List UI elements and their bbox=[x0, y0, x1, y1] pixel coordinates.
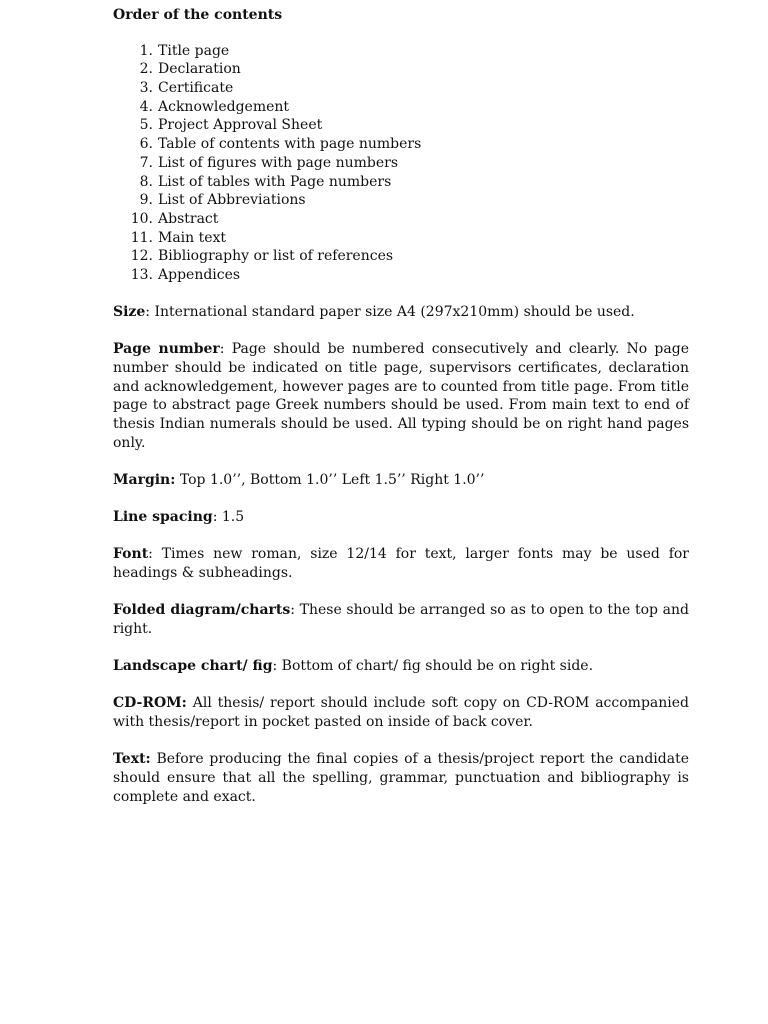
list-number: 11. bbox=[130, 229, 153, 246]
margin-paragraph bbox=[113, 471, 689, 490]
font-text: : Times new roman, size 12/14 for text, larger fonts may be used for headings & subheadings. bbox=[113, 546, 689, 582]
cdrom-text: All thesis/ report should include soft copy on CD-ROM accompanied with thesis/report in pocket pasted on inside of back cover. bbox=[113, 695, 689, 731]
list-label: List of Abbreviations bbox=[158, 192, 306, 209]
list-label: Main text bbox=[158, 229, 227, 246]
folded-term: Folded diagram/charts bbox=[113, 602, 291, 619]
landscape-paragraph bbox=[113, 657, 689, 676]
landscape-text: : Bottom of chart/ fig should be on right side. bbox=[272, 658, 594, 675]
size-term: Size bbox=[113, 304, 146, 321]
list-label: Acknowledgement bbox=[158, 98, 290, 115]
list-item bbox=[113, 210, 689, 229]
margin-term: Margin: bbox=[113, 472, 176, 489]
list-item bbox=[113, 266, 689, 285]
list-item bbox=[113, 173, 689, 192]
list-number: 5. bbox=[139, 117, 153, 134]
list-label: List of figures with page numbers bbox=[158, 154, 399, 171]
order-heading: Order of the contents bbox=[113, 7, 283, 23]
text-paragraph bbox=[113, 750, 689, 806]
page-number-text: : Page should be numbered consecutively and clearly. No page number should be indicated on title page, supervisors certificates, declaration and acknowledgement, however pages are to counted from title page. From title page to abstract page Greek numbers should be used. From main text to end of thesis Indian numerals should be used. All typing should be on right hand pages only. bbox=[113, 341, 689, 451]
list-number: 10. bbox=[130, 210, 153, 227]
list-number: 13. bbox=[130, 266, 153, 283]
list-label: Appendices bbox=[158, 266, 241, 283]
order-list bbox=[113, 42, 689, 285]
font-term: Font bbox=[113, 546, 149, 563]
list-item bbox=[113, 191, 689, 210]
list-item bbox=[113, 135, 689, 154]
list-label: Bibliography or list of references bbox=[158, 248, 394, 265]
list-item bbox=[113, 247, 689, 266]
list-item bbox=[113, 98, 689, 117]
list-number: 2. bbox=[139, 61, 153, 78]
list-item bbox=[113, 79, 689, 98]
landscape-term: Landscape chart/ fig bbox=[113, 658, 273, 675]
text-term: Text: bbox=[113, 751, 151, 768]
list-item bbox=[113, 154, 689, 173]
size-paragraph bbox=[113, 303, 689, 322]
line-spacing-paragraph bbox=[113, 508, 689, 527]
size-text: : International standard paper size A4 (297x210mm) should be used. bbox=[145, 304, 635, 321]
list-number: 4. bbox=[139, 98, 153, 115]
list-label: Abstract bbox=[158, 210, 219, 227]
line-spacing-term: Line spacing bbox=[113, 509, 213, 526]
page-number-term: Page number bbox=[113, 341, 220, 358]
list-number: 6. bbox=[139, 136, 153, 153]
font-paragraph bbox=[113, 545, 689, 582]
list-number: 3. bbox=[139, 80, 153, 97]
margin-text: Top 1.0’’, Bottom 1.0’’ Left 1.5’’ Right 1.0’’ bbox=[175, 472, 485, 489]
list-item bbox=[113, 42, 689, 61]
list-item bbox=[113, 229, 689, 248]
cdrom-paragraph bbox=[113, 694, 689, 731]
list-label: Declaration bbox=[158, 61, 241, 78]
folded-paragraph bbox=[113, 601, 689, 638]
list-number: 8. bbox=[139, 173, 153, 190]
list-label: Title page bbox=[158, 42, 230, 59]
list-item bbox=[113, 60, 689, 79]
list-label: Project Approval Sheet bbox=[158, 117, 323, 134]
line-spacing-text: : 1.5 bbox=[212, 509, 245, 526]
list-label: List of tables with Page numbers bbox=[158, 173, 392, 190]
list-number: 9. bbox=[139, 192, 153, 209]
list-number: 7. bbox=[139, 154, 153, 171]
page-number-paragraph bbox=[113, 340, 689, 452]
folded-text: : These should be arranged so as to open to the top and right. bbox=[113, 602, 690, 638]
list-number: 12. bbox=[130, 248, 153, 265]
cdrom-term: CD-ROM: bbox=[113, 695, 187, 712]
list-label: Certificate bbox=[158, 80, 234, 97]
list-number: 1. bbox=[139, 42, 153, 59]
document-body bbox=[113, 6, 689, 807]
text-text: Before producing the final copies of a thesis/project report the candidate should ensure that all the spelling, grammar, punctuation and bibliography is complete and exact. bbox=[113, 751, 689, 805]
list-label: Table of contents with page numbers bbox=[158, 136, 422, 153]
list-item bbox=[113, 116, 689, 135]
